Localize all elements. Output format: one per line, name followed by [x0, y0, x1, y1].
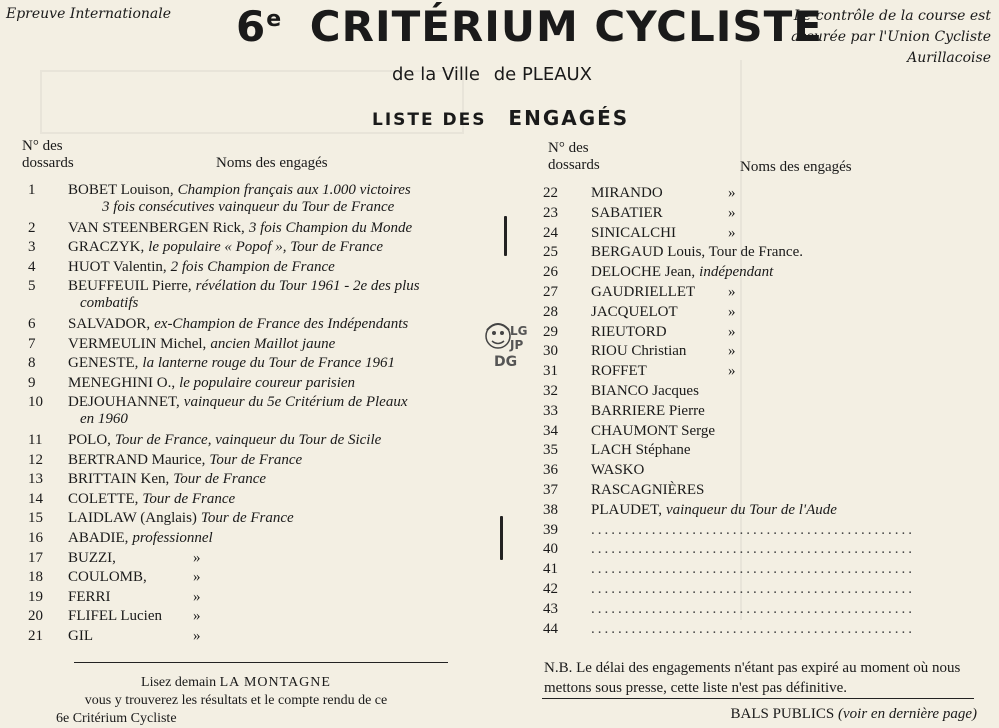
entry-row	[28, 258, 458, 277]
entry-row	[543, 263, 963, 282]
rider-description: vainqueur du 5e Critérium de Pleaux	[183, 394, 408, 411]
rider-description: le populaire coureur parisien	[179, 374, 356, 391]
dossard-number: 37	[543, 482, 558, 498]
entry-row	[543, 204, 963, 223]
rider-name: SINICALCHI	[591, 224, 676, 241]
entry-row	[543, 481, 963, 500]
entry-row	[543, 402, 963, 421]
rider-name: GAUDRIELLET	[591, 284, 696, 300]
promo-event-line: 6e Critérium Cycliste	[56, 711, 177, 726]
rider-name: BUZZI,	[68, 549, 116, 566]
dossard-number: 2	[28, 219, 36, 236]
rider-name: BEUFFEUIL Pierre,	[68, 278, 192, 295]
right-number-header	[548, 140, 600, 174]
dossard-number: 12	[28, 451, 43, 468]
ditto-mark: »	[728, 323, 736, 340]
number-header-line2: dossards	[22, 155, 74, 171]
dossard-number: 14	[28, 490, 43, 507]
dossard-number: 44	[543, 620, 558, 637]
ditto-mark: »	[728, 303, 736, 320]
entry-row	[543, 461, 963, 480]
dossard-number: 19	[28, 588, 43, 605]
rider-name: GIL	[68, 628, 93, 644]
rider-name: VERMEULIN Michel,	[68, 335, 207, 352]
rider-name: FERRI	[68, 588, 111, 605]
rider-name: BARRIERE Pierre	[591, 402, 705, 419]
entry-row	[28, 374, 458, 393]
promo-newspaper-name: LA MONTAGNE	[219, 675, 331, 690]
rider-name: GENESTE,	[68, 355, 139, 372]
rider-name: COULOMB,	[68, 569, 147, 586]
dossard-number: 29	[543, 323, 558, 340]
dossard-number: 18	[28, 569, 43, 586]
entry-row	[28, 529, 458, 548]
ditto-mark: »	[728, 284, 736, 300]
dossard-number: 34	[543, 422, 558, 439]
logo-letters-top: LG	[510, 324, 528, 338]
rider-description-continued: en 1960	[80, 411, 128, 428]
dossard-number: 28	[543, 303, 558, 320]
dossard-number: 13	[28, 471, 43, 488]
page-title	[236, 2, 823, 51]
list-heading-part-b: ENGAGÉS	[508, 106, 630, 130]
dossard-number: 20	[28, 608, 43, 625]
title-text: CRITÉRIUM CYCLISTE	[309, 2, 823, 51]
entry-row	[28, 238, 458, 257]
page-subtitle	[392, 64, 592, 85]
entry-row	[543, 243, 963, 262]
rider-name: PLAUDET,	[591, 501, 662, 518]
logo-letters-mid: JP	[510, 338, 524, 352]
dossard-number: 21	[28, 628, 43, 644]
title-number: 6	[236, 2, 267, 51]
blank-entry-dots: ................................................	[591, 521, 915, 538]
rider-name: VAN STEENBERGEN Rick,	[68, 219, 245, 236]
ditto-mark: »	[193, 569, 201, 586]
entry-row	[28, 451, 458, 470]
entry-row	[543, 342, 963, 361]
dossard-number: 32	[543, 383, 558, 399]
entry-row	[543, 303, 963, 322]
rider-description-continued: 3 fois consécutives vainqueur du Tour de France	[102, 199, 395, 215]
entry-row	[28, 588, 458, 607]
ditto-mark: »	[728, 363, 736, 380]
entry-row	[543, 283, 963, 302]
rider-description: 3 fois Champion du Monde	[248, 219, 413, 236]
nb-disclaimer: N.B. Le délai des engagements n'étant pas expiré au moment où nous mettons sous presse, cette liste n'est pas définitive.	[544, 660, 961, 696]
dossard-number: 39	[543, 521, 558, 538]
rider-name: ABADIE,	[68, 530, 129, 546]
dossard-number: 8	[28, 355, 36, 372]
ditto-mark: »	[728, 185, 736, 201]
rider-name: ROFFET	[591, 363, 647, 380]
ditto-mark: »	[193, 588, 201, 605]
left-names-header: Noms des engagés	[216, 155, 328, 171]
dossard-number: 27	[543, 284, 558, 300]
rider-name: RIEUTORD	[591, 323, 667, 340]
dossard-number: 23	[543, 204, 558, 221]
entry-row	[28, 354, 458, 373]
rider-description: Tour de France	[200, 510, 294, 527]
rider-name: SALVADOR,	[68, 316, 151, 332]
entry-row	[28, 607, 458, 626]
ditto-mark: »	[193, 549, 201, 566]
entry-row	[543, 362, 963, 381]
dossard-number: 15	[28, 510, 43, 527]
rider-name: LAIDLAW (Anglais)	[68, 510, 197, 527]
entry-row	[543, 600, 963, 619]
entry-row	[28, 470, 458, 489]
newspaper-promo	[56, 674, 416, 728]
list-heading	[372, 106, 629, 130]
entry-row	[543, 224, 963, 243]
list-heading-part-a: LISTE DES	[372, 110, 487, 130]
rider-name: BERGAUD Louis, Tour de France.	[591, 244, 803, 261]
rider-description: révélation du Tour 1961 - 2e des plus	[195, 278, 420, 295]
rider-name: JACQUELOT	[591, 303, 678, 320]
rider-name: BERTRAND Maurice,	[68, 451, 206, 468]
left-footer-rule	[74, 662, 448, 663]
dossard-number: 30	[543, 343, 558, 360]
entry-row	[28, 335, 458, 354]
dossard-number: 16	[28, 530, 43, 546]
rider-name: GRACZYK,	[68, 239, 145, 256]
entry-row	[543, 540, 963, 559]
rider-description: 2 fois Champion de France	[170, 258, 335, 275]
ditto-mark: »	[728, 343, 736, 360]
rider-description: Tour de France	[142, 490, 236, 507]
entry-row	[28, 315, 458, 334]
entry-row	[28, 549, 458, 568]
rider-description: Tour de France	[209, 451, 303, 468]
entry-row	[28, 627, 458, 646]
rider-name: RASCAGNIÈRES	[591, 482, 705, 498]
dossard-number: 5	[28, 278, 36, 295]
dossard-number: 40	[543, 541, 558, 558]
subtitle-part-a: de la Ville	[392, 64, 480, 85]
rider-name: MENEGHINI O.,	[68, 374, 176, 391]
dossard-number: 11	[28, 432, 43, 448]
entry-row	[543, 560, 963, 579]
right-footer-rule	[542, 698, 974, 699]
dossard-number: 31	[543, 363, 558, 380]
rider-name: WASKO	[591, 462, 645, 479]
rider-description: le populaire « Popof », Tour de France	[148, 239, 383, 256]
dossard-number: 1	[28, 182, 36, 198]
rider-name: BOBET Louison,	[68, 182, 174, 198]
rider-description: professionnel	[132, 530, 213, 546]
left-number-header	[22, 138, 74, 172]
rider-name: RIOU Christian	[591, 343, 687, 360]
rider-name: HUOT Valentin,	[68, 258, 167, 275]
dossard-number: 17	[28, 549, 43, 566]
right-names-header: Noms des engagés	[740, 159, 852, 175]
cyclist-portrait-logo-icon	[484, 318, 536, 376]
bals-reference: (voir en dernière page)	[838, 706, 977, 722]
entry-row	[543, 580, 963, 599]
rider-name: BIANCO Jacques	[591, 383, 699, 399]
dossard-number: 35	[543, 442, 558, 459]
dossard-number: 3	[28, 239, 36, 256]
entry-row	[28, 509, 458, 528]
rider-description: la lanterne rouge du Tour de France 1961	[142, 355, 396, 372]
entry-row	[28, 490, 458, 509]
dossard-number: 24	[543, 224, 558, 241]
rider-name: POLO,	[68, 432, 111, 448]
promo-results-line: vous y trouverez les résultats et le compte rendu de ce	[84, 693, 388, 708]
dossard-number: 33	[543, 402, 558, 419]
public-balls-note	[730, 706, 977, 723]
entry-row	[28, 568, 458, 587]
blank-entry-dots: ................................................	[591, 541, 915, 558]
ditto-mark: »	[193, 628, 201, 644]
rider-description: indépendant	[699, 264, 774, 281]
entry-row	[543, 620, 963, 639]
race-control-note: Le contrôle de la course est assurée par l'Union Cycliste Aurillacoise	[791, 8, 991, 66]
number-header-line1: N° des	[548, 140, 589, 156]
dossard-number: 9	[28, 374, 36, 391]
rider-description: vainqueur du Tour de l'Aude	[665, 501, 837, 518]
rider-name: DELOCHE Jean,	[591, 264, 696, 281]
dossard-number: 43	[543, 600, 558, 617]
rider-description: Champion français aux 1.000 victoires	[177, 182, 411, 198]
blank-entry-dots: ................................................	[591, 620, 915, 637]
number-header-line2: dossards	[548, 157, 600, 173]
rider-name: SABATIER	[591, 204, 663, 221]
rider-description: Tour de France	[173, 471, 267, 488]
dossard-number: 38	[543, 501, 558, 518]
rider-description: ancien Maillot jaune	[210, 335, 336, 352]
logo-letters-bot: DG	[494, 354, 518, 370]
entry-row	[543, 441, 963, 460]
ditto-mark: »	[728, 204, 736, 221]
entry-row	[28, 431, 458, 450]
bals-label: BALS PUBLICS	[730, 706, 835, 722]
number-header-line1: N° des	[22, 138, 63, 154]
rider-description-continued: combatifs	[80, 295, 139, 312]
dossard-number: 26	[543, 264, 558, 281]
entry-row	[543, 521, 963, 540]
entry-row	[543, 323, 963, 342]
dossard-number: 4	[28, 258, 36, 275]
blank-entry-dots: ................................................	[591, 600, 915, 617]
event-type-label: Epreuve Internationale	[6, 6, 171, 22]
rider-name: COLETTE,	[68, 490, 139, 507]
dossard-number: 42	[543, 581, 558, 597]
ditto-mark: »	[728, 224, 736, 241]
rider-name: FLIFEL Lucien	[68, 608, 163, 625]
dossard-number: 6	[28, 316, 36, 332]
entry-row	[543, 382, 963, 401]
rider-name: BRITTAIN Ken,	[68, 471, 170, 488]
entry-row	[543, 422, 963, 441]
rider-description: ex-Champion de France des Indépendants	[154, 316, 409, 332]
dossard-number: 36	[543, 462, 558, 479]
title-ordinal-sup: e	[266, 7, 283, 32]
rider-name: DEJOUHANNET,	[68, 394, 180, 411]
center-tick-mark-top	[504, 216, 507, 256]
dossard-number: 22	[543, 185, 558, 201]
center-tick-mark-bottom	[500, 516, 503, 560]
promo-read-tomorrow: Lisez demain	[141, 675, 217, 690]
dossard-number: 25	[543, 244, 558, 261]
subtitle-part-b: de PLEAUX	[493, 64, 593, 85]
rider-description: Tour de France, vainqueur du Tour de Sicile	[114, 432, 382, 448]
blank-entry-dots: ................................................	[591, 561, 915, 578]
rider-name: MIRANDO	[591, 185, 663, 201]
blank-entry-dots: ................................................	[591, 581, 915, 597]
dossard-number: 41	[543, 561, 558, 578]
rider-name: LACH Stéphane	[591, 442, 691, 459]
entry-row	[543, 184, 963, 203]
entry-row	[543, 501, 963, 520]
dossard-number: 7	[28, 335, 36, 352]
entry-row	[28, 219, 458, 238]
ditto-mark: »	[193, 608, 201, 625]
dossard-number: 10	[28, 394, 43, 411]
rider-name: CHAUMONT Serge	[591, 422, 716, 439]
